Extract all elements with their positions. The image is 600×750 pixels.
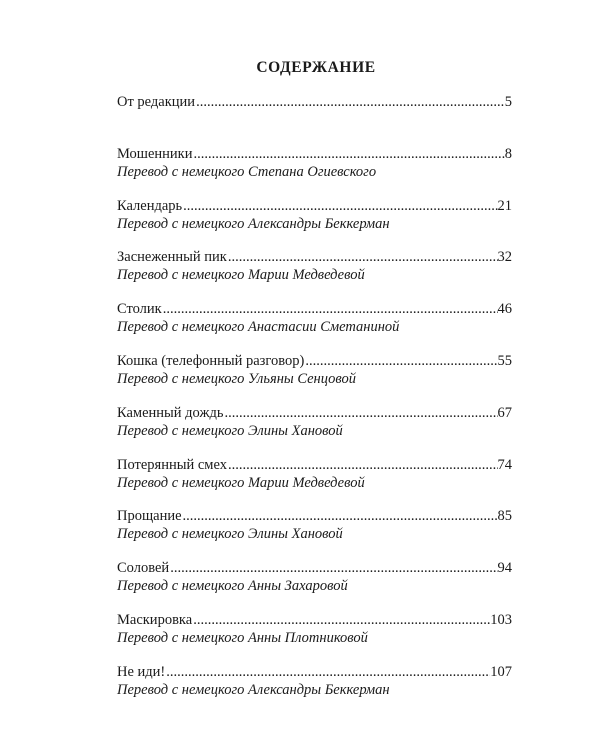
dot-leader: [304, 352, 497, 370]
entry-translator: Перевод с немецкого Анны Захаровой: [117, 578, 348, 595]
entry-title: Потерянный смех: [117, 456, 227, 473]
toc-entry-line: [117, 507, 512, 525]
entry-page-number: 94: [497, 560, 512, 577]
dot-leader: [192, 611, 490, 629]
toc-entry-line: [117, 300, 512, 318]
toc-entry[interactable]: [117, 611, 512, 663]
dot-leader: [162, 300, 498, 318]
page-title: СОДЕРЖАНИЕ: [256, 59, 376, 76]
entry-page-number: 32: [497, 249, 512, 266]
toc-entry-line: [117, 145, 512, 163]
dot-leader: [165, 663, 490, 681]
entry-page-number: 46: [497, 301, 512, 318]
entry-translator: Перевод с немецкого Анастасии Сметаниной: [117, 319, 400, 336]
toc-entry-line: [117, 352, 512, 370]
toc-entry-line: [117, 663, 512, 681]
entry-translator: Перевод с немецкого Степана Огиевского: [117, 163, 377, 180]
toc-entry-line: [117, 197, 512, 215]
dot-leader: [182, 197, 497, 215]
entry-page-number: 5: [504, 94, 512, 110]
entry-translator: Перевод с немецкого Элины Хановой: [117, 526, 343, 543]
entry-title: Заснеженный пик: [117, 249, 227, 266]
entry-page-number: 67: [497, 404, 512, 421]
entry-title: Каменный дождь: [117, 404, 224, 421]
entry-title: Прощание: [117, 508, 182, 525]
toc-entry-line: [117, 611, 512, 629]
entry-page-number: 8: [504, 145, 512, 162]
dot-leader: [192, 145, 504, 163]
entry-translator: Перевод с немецкого Марии Медведевой: [117, 267, 365, 284]
toc-entry[interactable]: [117, 352, 512, 404]
toc-entry[interactable]: [117, 456, 512, 508]
entry-translator: Перевод с немецкого Александры Беккерман: [117, 681, 390, 698]
entry-title: Календарь: [117, 197, 183, 214]
dot-leader: [227, 248, 498, 266]
table-of-contents: [117, 93, 512, 715]
dot-leader: [223, 404, 497, 422]
toc-entry[interactable]: [117, 197, 512, 249]
entry-translator: Перевод с немецкого Александры Беккерман: [117, 215, 390, 232]
entry-title: Кошка (телефонный разговор): [117, 352, 305, 369]
entry-title: Столик: [117, 301, 162, 318]
entry-page-number: 85: [497, 508, 512, 525]
entry-title: Соловей: [117, 560, 170, 577]
toc-entry[interactable]: [117, 559, 512, 611]
toc-entry[interactable]: [117, 248, 512, 300]
dot-leader: [169, 559, 497, 577]
toc-entry[interactable]: [117, 145, 512, 197]
dot-leader: [227, 456, 498, 474]
entry-page-number: 107: [490, 663, 512, 680]
entry-translator: Перевод с немецкого Элины Хановой: [117, 422, 343, 439]
entry-translator: Перевод с немецкого Ульяны Сенцовой: [117, 370, 357, 387]
entry-page-number: 55: [497, 352, 512, 369]
toc-entry[interactable]: [117, 93, 512, 145]
entry-translator: Перевод с немецкого Анны Плотниковой: [117, 629, 368, 646]
toc-entry-line: [117, 456, 512, 474]
dot-leader: [195, 93, 505, 111]
entry-translator: Перевод с немецкого Марии Медведевой: [117, 474, 365, 491]
entry-title: От редакции: [117, 94, 196, 110]
dot-leader: [182, 507, 498, 525]
entry-page-number: 103: [490, 611, 512, 628]
toc-entry[interactable]: [117, 300, 512, 352]
entry-page-number: 74: [497, 456, 512, 473]
entry-page-number: 21: [497, 197, 512, 214]
entry-title: Маскировка: [117, 611, 193, 628]
toc-entry-line: [117, 559, 512, 577]
toc-entry-line: [117, 404, 512, 422]
toc-entry[interactable]: [117, 663, 512, 715]
entry-title: Не иди!: [117, 663, 166, 680]
toc-entry-line: [117, 248, 512, 266]
entry-title: Мошенники: [117, 145, 193, 162]
toc-entry-line: [117, 93, 512, 111]
toc-entry[interactable]: [117, 404, 512, 456]
toc-entry[interactable]: [117, 507, 512, 559]
